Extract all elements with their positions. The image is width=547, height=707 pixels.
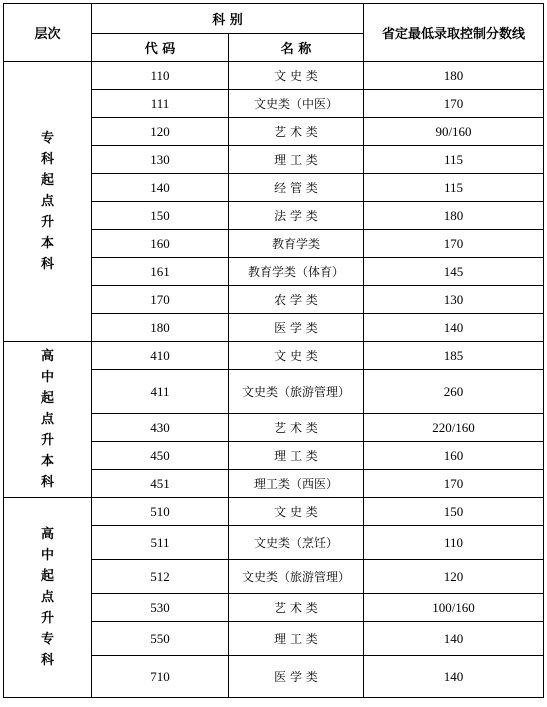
header-name: 名 称 — [229, 34, 364, 62]
name-cell: 文 史 类 — [229, 62, 364, 90]
score-cell: 145 — [364, 258, 544, 286]
name-cell: 教育学类（体育） — [229, 258, 364, 286]
code-cell: 450 — [92, 442, 229, 470]
code-cell: 160 — [92, 230, 229, 258]
name-cell: 文史类（中医） — [229, 90, 364, 118]
code-cell: 170 — [92, 286, 229, 314]
table-row — [4, 342, 544, 370]
code-cell: 150 — [92, 202, 229, 230]
name-cell: 医 学 类 — [229, 656, 364, 698]
name-cell: 文 史 类 — [229, 498, 364, 526]
score-cell: 90/160 — [364, 118, 544, 146]
group-label-text: 高中起点升本科 — [40, 349, 54, 490]
code-cell: 511 — [92, 526, 229, 560]
name-cell: 艺 术 类 — [229, 414, 364, 442]
name-cell: 理 工 类 — [229, 442, 364, 470]
code-cell: 161 — [92, 258, 229, 286]
group-label-text: 高中起点升专科 — [40, 527, 54, 668]
name-cell: 医 学 类 — [229, 314, 364, 342]
table-body — [4, 62, 544, 698]
code-cell: 110 — [92, 62, 229, 90]
table-row — [4, 62, 544, 90]
score-cell: 180 — [364, 202, 544, 230]
score-cell: 160 — [364, 442, 544, 470]
code-cell: 710 — [92, 656, 229, 698]
score-cell: 180 — [364, 62, 544, 90]
score-cell: 140 — [364, 314, 544, 342]
name-cell: 经 管 类 — [229, 174, 364, 202]
code-cell: 530 — [92, 594, 229, 622]
header-code: 代 码 — [92, 34, 229, 62]
code-cell: 430 — [92, 414, 229, 442]
code-cell: 180 — [92, 314, 229, 342]
score-cell: 170 — [364, 230, 544, 258]
group-label — [4, 62, 92, 342]
table-row — [4, 498, 544, 526]
name-cell: 文史类（旅游管理） — [229, 560, 364, 594]
name-cell: 理工类（西医） — [229, 470, 364, 498]
score-cell: 220/160 — [364, 414, 544, 442]
score-cell: 120 — [364, 560, 544, 594]
header-level: 层次 — [4, 4, 92, 62]
score-cell: 115 — [364, 174, 544, 202]
code-cell: 111 — [92, 90, 229, 118]
code-cell: 451 — [92, 470, 229, 498]
name-cell: 理 工 类 — [229, 146, 364, 174]
code-cell: 550 — [92, 622, 229, 656]
header-subject: 科 别 — [92, 4, 364, 34]
score-cell: 260 — [364, 370, 544, 414]
name-cell: 文 史 类 — [229, 342, 364, 370]
code-cell: 130 — [92, 146, 229, 174]
name-cell: 文史类（烹饪） — [229, 526, 364, 560]
name-cell: 教育学类 — [229, 230, 364, 258]
score-cell: 185 — [364, 342, 544, 370]
score-cell: 140 — [364, 622, 544, 656]
code-cell: 512 — [92, 560, 229, 594]
score-cell: 100/160 — [364, 594, 544, 622]
name-cell: 艺 术 类 — [229, 594, 364, 622]
code-cell: 140 — [92, 174, 229, 202]
admission-score-table — [3, 3, 544, 698]
score-cell: 140 — [364, 656, 544, 698]
score-cell: 115 — [364, 146, 544, 174]
name-cell: 艺 术 类 — [229, 118, 364, 146]
score-cell: 110 — [364, 526, 544, 560]
score-cell: 170 — [364, 90, 544, 118]
group-label — [4, 498, 92, 698]
header-score: 省定最低录取控制分数线 — [364, 4, 544, 62]
group-label-text: 专科起点升本科 — [40, 131, 54, 272]
name-cell: 法 学 类 — [229, 202, 364, 230]
group-label — [4, 342, 92, 498]
code-cell: 510 — [92, 498, 229, 526]
code-cell: 120 — [92, 118, 229, 146]
score-cell: 170 — [364, 470, 544, 498]
code-cell: 411 — [92, 370, 229, 414]
name-cell: 理 工 类 — [229, 622, 364, 656]
code-cell: 410 — [92, 342, 229, 370]
score-cell: 150 — [364, 498, 544, 526]
name-cell: 文史类（旅游管理） — [229, 370, 364, 414]
name-cell: 农 学 类 — [229, 286, 364, 314]
score-cell: 130 — [364, 286, 544, 314]
